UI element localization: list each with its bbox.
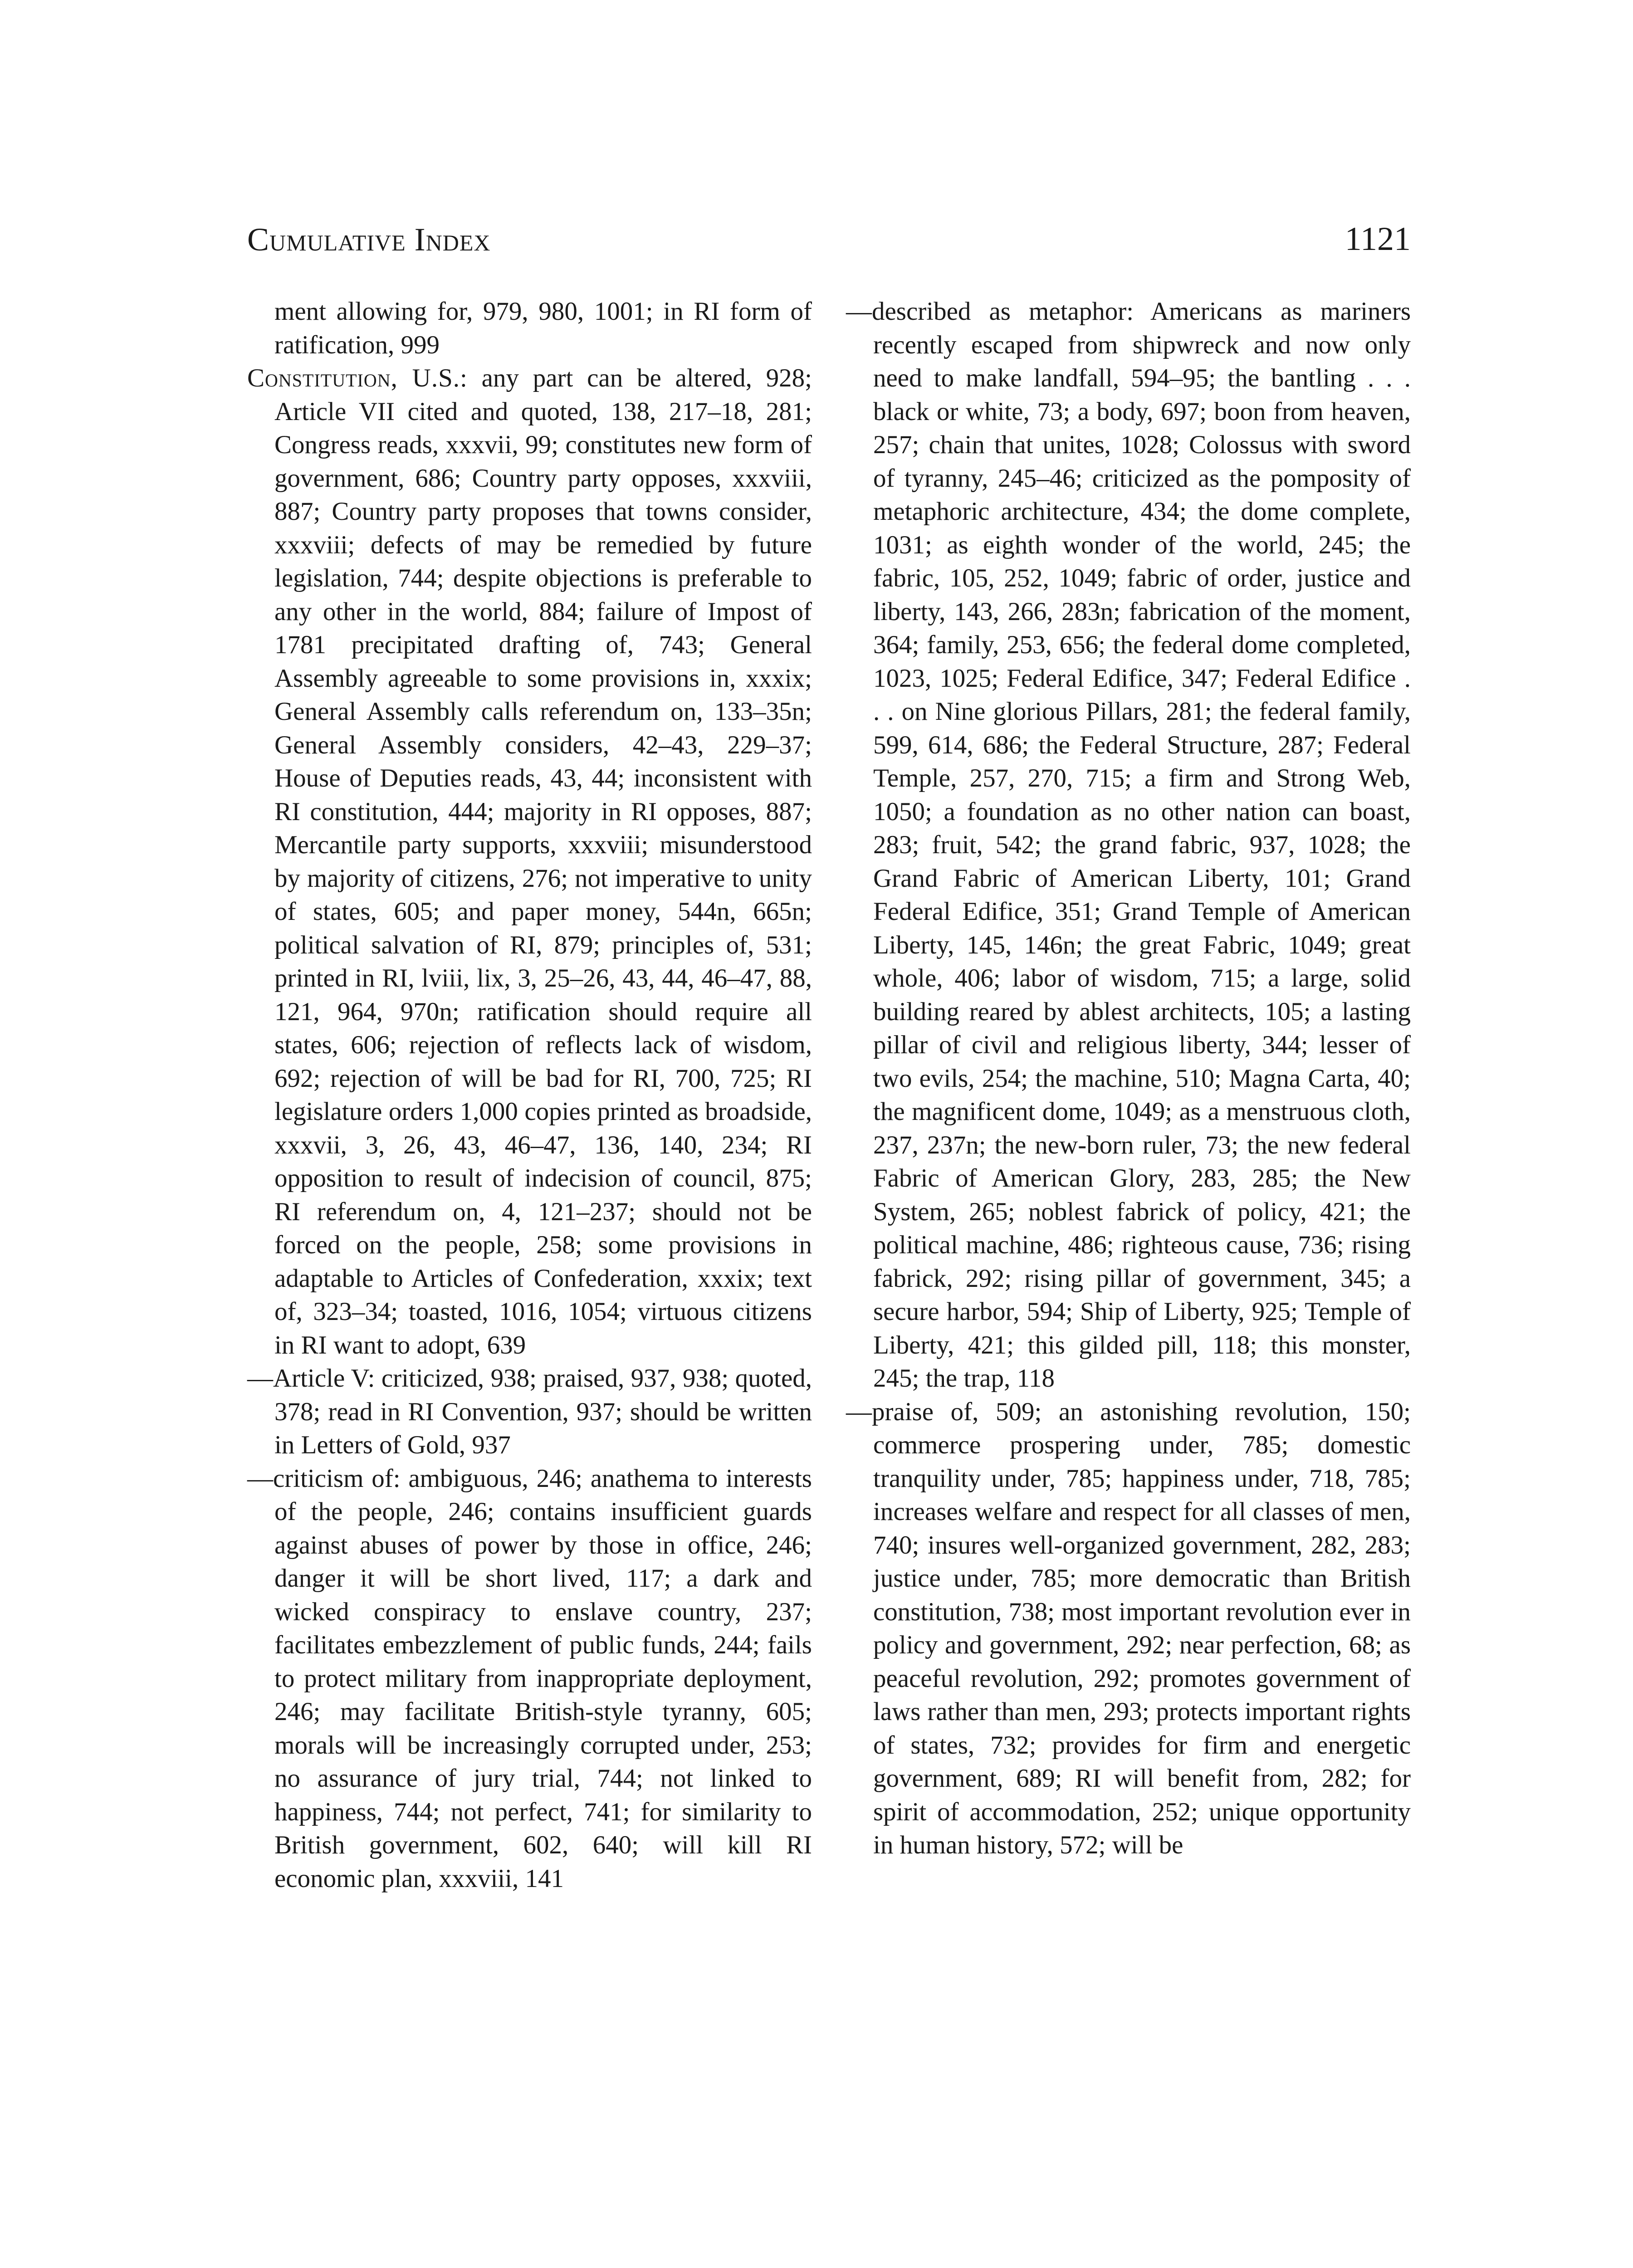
entry-body: any part can be altered, 928; Article VII cited and quoted, 138, 217–18, 281; Congress reads, xxxvii, 99; constitutes new form of government, 686; Country party opposes, xxxviii, 887; Country party proposes that towns consider, xxxviii; defects of may be remedied by future legislation, 744; despite objections is preferable to any other in the world, 884; failure of Impost of 1781 precipitated drafting of, 743; General Assembly agreeable to some provisions in, xxxix; General Assembly calls referendum on, 133–35n; General Assembly considers, 42–43, 229–37; House of Deputies reads, 43, 44; inconsistent with RI constitution, 444; majority in RI opposes, 887; Mercantile party supports, xxxviii; misunderstood by majority of citizens, 276; not imperative to unity of states, 605; and paper money, 544n, 665n; political salvation of RI, 879; principles of, 531; printed in RI, lviii, lix, 3, 25–26, 43, 44, 46–47, 88, 121, 964, 970n; ratification should require all states, 606; rejection of reflects lack of wisdom, 692; rejection of will be bad for RI, 700, 725; RI legislature orders 1,000 copies printed as broadside, xxxvii, 3, 26, 43, 46–47, 136, 140, 234; RI opposition to result of indecision of council, 875; RI referendum on, 4, 121–237; should not be forced on the people, 258; some provisions in adaptable to Articles of Confederation, xxxix; text of, 323–34; toasted, 1016, 1054; virtuous citizens in RI want to adopt, 639 — [274, 364, 812, 1359]
right-column — [846, 295, 1411, 1862]
index-main-entry — [247, 362, 812, 1362]
index-subentry: —Article V: criticized, 938; praised, 937, 938; quoted, 378; read in RI Convention, 937; should be written in Letters of Gold, 937 — [247, 1364, 812, 1459]
index-subentry: —praise of, 509; an astonishing revolution, 150; commerce prospering under, 785; domestic tranquility under, 785; happiness under, 718, 785; increases welfare and respect for all classes of men, 740; insures well-organized government, 282, 283; justice under, 785; more democratic than British constitution, 738; most important revolution ever in policy and government, 292; near perfection, 68; as peaceful revolution, 292; promotes government of laws rather than men, 293; protects important rights of states, 732; provides for firm and energetic government, 689; RI will benefit from, 282; for spirit of accommodation, 252; unique opportunity in human history, 572; will be — [846, 1397, 1411, 1859]
running-head-title: Cumulative Index — [247, 221, 491, 258]
index-continuation: ment allowing for, 979, 980, 1001; in RI form of ratification, 999 — [274, 297, 812, 359]
index-subentry: —described as metaphor: Americans as mariners recently escaped from shipwreck and now only need to make landfall, 594–95; the bantling . . . black or white, 73; a body, 697; boon from heaven, 257; chain that unites, 1028; Colossus with sword of tyranny, 245–46; criticized as the pomposity of metaphoric architecture, 434; the dome complete, 1031; as eighth wonder of the world, 245; the fabric, 105, 252, 1049; fabric of order, justice and liberty, 143, 266, 283n; fabrication of the moment, 364; family, 253, 656; the federal dome completed, 1023, 1025; Federal Edifice, 347; Federal Edifice . . . on Nine glorious Pillars, 281; the federal family, 599, 614, 686; the Federal Structure, 287; Federal Temple, 257, 270, 715; a firm and Strong Web, 1050; a foundation as no other nation can boast, 283; fruit, 542; the grand fabric, 937, 1028; the Grand Fabric of American Liberty, 101; Grand Federal Edifice, 351; Grand Temple of American Liberty, 145, 146n; the great Fabric, 1049; great whole, 406; labor of wisdom, 715; a large, solid building reared by ablest architects, 105; a lasting pillar of civil and religious liberty, 344; lesser of two evils, 254; the machine, 510; Magna Carta, 40; the magnificent dome, 1049; as a menstruous cloth, 237, 237n; the new-born ruler, 73; the new federal Fabric of American Glory, 283, 285; the New System, 265; noblest fabrick of policy, 421; the political machine, 486; righteous cause, 736; rising fabrick, 292; rising pillar of government, 345; a secure harbor, 594; Ship of Liberty, 925; Temple of Liberty, 421; this gilded pill, 118; this monster, 245; the trap, 118 — [846, 297, 1411, 1393]
index-subentry: —criticism of: ambiguous, 246; anathema to interests of the people, 246; contains insufficient guards against abuses of power by those in office, 246; danger it will be short lived, 117; a dark and wicked conspiracy to enslave country, 237; facilitates embezzlement of public funds, 244; fails to protect military from inappropriate deployment, 246; may facilitate British-style tyranny, 605; morals will be increasingly corrupted under, 253; no assurance of jury trial, 744; not linked to happiness, 744; not perfect, 741; for similarity to British government, 602, 640; will kill RI economic plan, xxxviii, 141 — [247, 1464, 812, 1893]
entry-heading: Constitution, U.S.: — [247, 364, 468, 392]
page-number: 1121 — [1345, 220, 1411, 258]
left-column — [247, 295, 812, 1895]
running-head — [247, 213, 1411, 259]
